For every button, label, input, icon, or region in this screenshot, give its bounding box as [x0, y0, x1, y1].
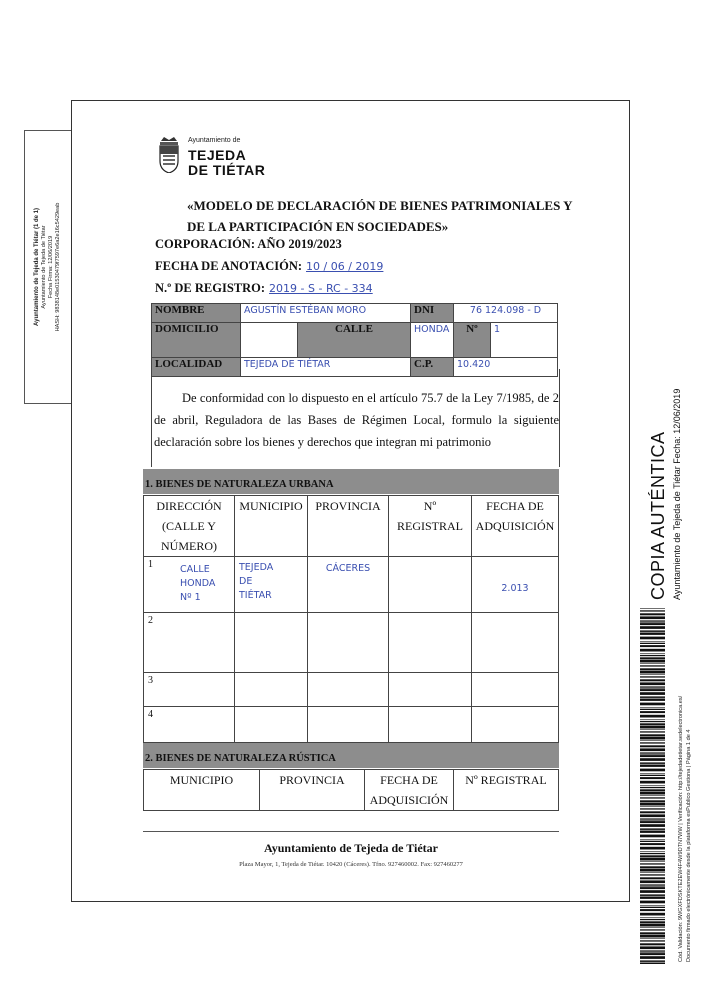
footer-name: Ayuntamiento de Tejeda de Tiétar — [263, 841, 438, 855]
barcode-bar — [640, 692, 665, 695]
barcode-bar — [640, 943, 665, 945]
barcode-bar — [640, 866, 665, 868]
header-provincia: PROVINCIA — [260, 770, 365, 811]
barcode-bar — [640, 674, 665, 675]
barcode-bar — [640, 613, 665, 615]
barcode-bar — [640, 824, 665, 827]
rustica-header-row — [144, 770, 559, 811]
barcode-bar — [640, 927, 665, 928]
barcode-bar — [640, 671, 665, 674]
barcode-bar — [640, 737, 665, 740]
header-registral: Nº REGISTRAL — [389, 496, 472, 557]
barcode-bar — [640, 897, 665, 899]
barcode-bar — [640, 917, 665, 918]
barcode-bar — [640, 938, 665, 939]
barcode-bar — [640, 665, 665, 666]
barcode-bar — [640, 608, 665, 609]
barcode-bar — [640, 697, 665, 698]
header-provincia: PROVINCIA — [308, 496, 389, 557]
rustica-table — [143, 769, 559, 811]
barcode-bar — [640, 785, 665, 786]
barcode-bar — [640, 686, 665, 687]
copia-autentica-subtitle: Ayuntamiento de Tejeda de Tiétar Fecha: 12/06/2019 — [672, 388, 682, 600]
row-number: 3 — [144, 673, 235, 707]
barcode-bar — [640, 765, 665, 767]
localidad-value: TEJEDA DE TIÉTAR — [241, 358, 411, 377]
barcode-bar — [640, 800, 665, 802]
signature-stamp — [24, 130, 72, 404]
barcode-bar — [640, 803, 665, 806]
barcode-bar — [640, 880, 665, 883]
barcode-bar — [640, 821, 665, 823]
barcode-bar — [640, 950, 665, 951]
fecha-anotacion-value: 10 / 06 / 2019 — [306, 260, 384, 273]
barcode-bar — [640, 781, 665, 784]
barcode-bar — [640, 808, 665, 809]
barcode-bar — [640, 655, 665, 656]
barcode-bar — [640, 637, 665, 640]
document-page — [71, 100, 630, 902]
barcode-bar — [640, 726, 665, 729]
numero-value: 1 — [491, 323, 558, 358]
section-urbana-title: 1. BIENES DE NATURALEZA URBANA — [143, 469, 559, 494]
barcode-bar — [640, 758, 665, 761]
barcode-bar — [640, 874, 665, 875]
barcode-bar — [640, 884, 665, 885]
table-row — [144, 673, 559, 707]
copia-autentica-title: COPIA AUTÉNTICA — [648, 431, 668, 600]
logo-ayuntamiento: Ayuntamiento de — [188, 137, 241, 144]
barcode-bar — [640, 932, 665, 934]
barcode-bar — [640, 740, 665, 741]
cp-label: C.P. — [411, 358, 454, 377]
header-fecha: FECHA DE ADQUISICIÓN — [472, 496, 559, 557]
barcode-bar — [640, 748, 665, 751]
barcode-bar — [640, 797, 665, 798]
barcode-bar — [640, 641, 665, 642]
barcode-bar — [640, 734, 665, 736]
nombre-label: NOMBRE — [152, 304, 241, 323]
barcode-bar — [640, 901, 665, 904]
csv-verification: Cód. Validación: 9WGXFDSKTE2EW4F4W9DTN7WW | Verificación: http://tejedadetietar.sedelectronica.es/ Documento firmado electrónicamente desde la plataforma esPublico Gestiona | Página 1 de 4 — [678, 695, 692, 962]
barcode-bar — [640, 653, 665, 654]
barcode-bar — [640, 869, 665, 872]
barcode-bar — [640, 775, 665, 776]
barcode-bar — [640, 719, 665, 720]
barcode-bar — [640, 623, 665, 625]
barcode-bar — [640, 940, 665, 941]
barcode-bar — [640, 777, 665, 779]
calle-value: HONDA — [411, 323, 454, 358]
barcode-bar — [640, 895, 665, 896]
barcode-bar — [640, 885, 665, 886]
barcode-bar — [640, 863, 665, 864]
fecha-anotacion-line: FECHA DE ANOTACIÓN: 10 / 06 / 2019 — [155, 259, 384, 273]
barcode-bar — [640, 841, 665, 842]
barcode-bar — [640, 631, 665, 632]
barcode-bar — [640, 829, 665, 830]
header-fecha: FECHA DE ADQUISICIÓN — [365, 770, 454, 811]
table-row — [144, 613, 559, 673]
barcode-bar — [640, 792, 665, 795]
barcode-bar — [640, 924, 665, 927]
barcode-bar — [640, 660, 665, 663]
footer-address: Plaza Mayor, 1, Tejeda de Tiétar. 10420 (Cáceres). Tfno. 927460002. Fax: 927460277 — [239, 861, 463, 868]
signature-stamp-text: Ayuntamiento de Tejeda de Tiétar (1 de 1) Ayuntamiento de Tejeda de Tiétar Fecha Firma: 12/06/2019 HASH: 9838148e01530479f7597e6a2e16c5429eab — [34, 202, 61, 332]
row-direccion: CALLE HONDA Nº 1 — [180, 564, 216, 603]
section-rustica-title: 2. BIENES DE NATURALEZA RÚSTICA — [143, 743, 559, 768]
barcode-bar — [640, 711, 665, 713]
barcode-bar — [640, 707, 665, 708]
dni-value: 76 124.098 - D — [454, 304, 558, 323]
header-direccion: DIRECCIÓN (CALLE Y NÚMERO) — [144, 496, 235, 557]
row-number: 2 — [144, 613, 235, 673]
localidad-label: LOCALIDAD — [152, 358, 241, 377]
urbana-header-row — [144, 496, 559, 557]
barcode-bar — [640, 676, 665, 677]
barcode-bar — [640, 831, 665, 833]
barcode-bar — [640, 755, 665, 757]
barcode-bar — [640, 843, 665, 845]
barcode — [640, 608, 665, 964]
barcode-bar — [640, 620, 665, 621]
table-row — [144, 707, 559, 743]
barcode-bar — [640, 961, 665, 962]
barcode-bar — [640, 905, 665, 906]
barcode-bar — [640, 696, 665, 697]
barcode-bar — [640, 787, 665, 788]
domicilio-label: DOMICILIO — [152, 323, 241, 358]
barcode-bar — [640, 828, 665, 829]
barcode-bar — [640, 839, 665, 840]
barcode-bar — [640, 626, 665, 629]
coat-of-arms-icon — [158, 137, 180, 173]
calle-label: CALLE — [298, 323, 411, 358]
barcode-bar — [640, 795, 665, 796]
barcode-bar — [640, 806, 665, 807]
barcode-bar — [640, 890, 665, 893]
barcode-bar — [640, 909, 665, 911]
barcode-bar — [640, 963, 665, 964]
barcode-bar — [640, 872, 665, 873]
identity-table — [151, 303, 558, 377]
barcode-bar — [640, 645, 665, 647]
document-title: «MODELO DE DECLARACIÓN DE BIENES PATRIMONIALES Y DE LA PARTICIPACIÓN EN SOCIEDADES» — [187, 198, 573, 234]
barcode-bar — [640, 679, 665, 681]
registro-value: 2019 - S - RC - 334 — [269, 282, 373, 295]
barcode-bar — [640, 913, 665, 916]
urbana-table — [143, 495, 559, 743]
barcode-bar — [640, 894, 665, 895]
declaration-paragraph: De conformidad con lo dispuesto en el artículo 75.7 de la Ley 7/1985, de 2 de abril, Reguladora de las Bases de Régimen Local, formulo la siguiente declaración sobre los bienes y derechos que integran mi patrimonio — [151, 369, 560, 467]
barcode-bar — [640, 649, 665, 652]
barcode-bar — [640, 753, 665, 754]
corporacion-line: CORPORACIÓN: AÑO 2019/2023 — [155, 237, 342, 251]
barcode-bar — [640, 616, 665, 619]
barcode-bar — [640, 929, 665, 930]
footer-divider — [143, 831, 559, 832]
barcode-bar — [640, 953, 665, 955]
row-municipio: TEJEDA DE TIÉTAR — [239, 562, 274, 601]
barcode-bar — [640, 668, 665, 670]
cp-value: 10.420 — [454, 358, 558, 377]
barcode-bar — [640, 687, 665, 688]
barcode-bar — [640, 721, 665, 722]
header-registral: Nº REGISTRAL — [454, 770, 559, 811]
barcode-bar — [640, 630, 665, 631]
logo-name-line1: TEJEDA — [188, 147, 247, 163]
barcode-bar — [640, 709, 665, 710]
barcode-bar — [640, 699, 665, 701]
nombre-value: AGUSTÍN ESTÉBAN MORO — [241, 304, 411, 323]
barcode-bar — [640, 773, 665, 774]
barcode-bar — [640, 663, 665, 664]
barcode-bar — [640, 742, 665, 743]
barcode-bar — [640, 851, 665, 852]
row-provincia: CÁCERES — [325, 563, 371, 574]
barcode-bar — [640, 729, 665, 730]
logo-name-line2: DE TIÉTAR — [188, 162, 266, 178]
dni-label: DNI — [411, 304, 454, 323]
barcode-bar — [640, 715, 665, 718]
row-number: 4 — [144, 707, 235, 743]
numero-label: Nº — [454, 323, 491, 358]
barcode-bar — [640, 682, 665, 685]
row-number: 1 — [148, 559, 153, 570]
barcode-bar — [640, 723, 665, 725]
barcode-bar — [640, 814, 665, 817]
barcode-bar — [640, 819, 665, 820]
barcode-bar — [640, 633, 665, 635]
barcode-bar — [640, 861, 665, 862]
barcode-bar — [640, 935, 665, 938]
barcode-bar — [640, 643, 665, 644]
barcode-bar — [640, 951, 665, 952]
barcode-bar — [640, 919, 665, 920]
barcode-bar — [640, 763, 665, 764]
table-row — [144, 557, 559, 613]
barcode-bar — [640, 877, 665, 879]
barcode-bar — [640, 946, 665, 949]
barcode-bar — [640, 956, 665, 959]
barcode-bar — [640, 731, 665, 732]
barcode-bar — [640, 762, 665, 763]
row-fecha: 2.013 — [501, 583, 529, 594]
barcode-bar — [640, 855, 665, 857]
barcode-bar — [640, 610, 665, 611]
header-municipio: MUNICIPIO — [235, 496, 308, 557]
barcode-bar — [640, 818, 665, 819]
barcode-bar — [640, 752, 665, 753]
header-municipio: MUNICIPIO — [144, 770, 260, 811]
barcode-bar — [640, 703, 665, 706]
registro-line: N.º DE REGISTRO: 2019 - S - RC - 334 — [155, 281, 373, 295]
municipal-logo — [158, 133, 288, 183]
barcode-bar — [640, 789, 665, 791]
barcode-bar — [640, 657, 665, 659]
barcode-bar — [640, 858, 665, 861]
barcode-bar — [640, 960, 665, 961]
barcode-bar — [640, 921, 665, 923]
barcode-bar — [640, 847, 665, 850]
barcode-bar — [640, 835, 665, 838]
barcode-bar — [640, 853, 665, 854]
barcode-bar — [640, 689, 665, 691]
barcode-bar — [640, 769, 665, 772]
barcode-bar — [640, 745, 665, 747]
barcode-bar — [640, 907, 665, 908]
barcode-bar — [640, 887, 665, 889]
barcode-bar — [640, 621, 665, 622]
barcode-bar — [640, 811, 665, 813]
